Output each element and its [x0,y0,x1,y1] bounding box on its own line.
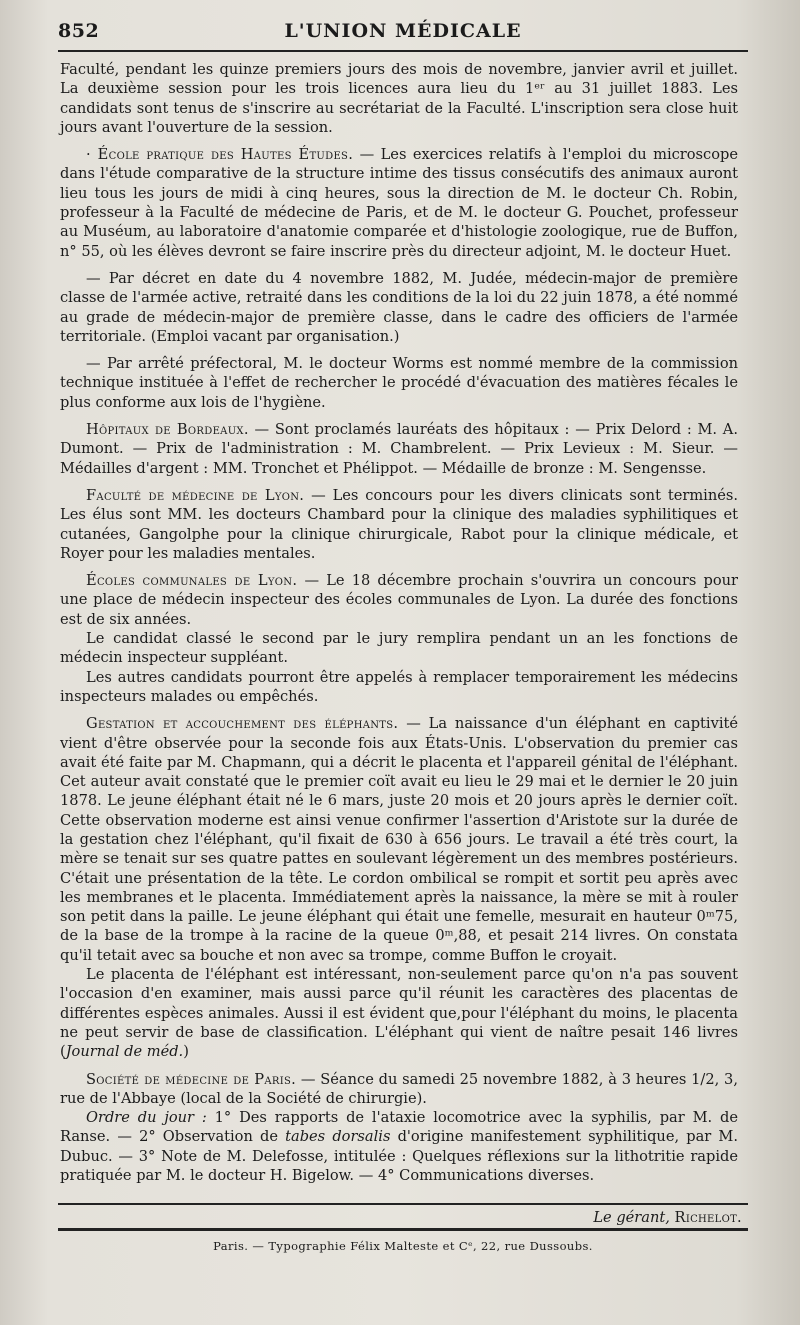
section-heading: Gestation et accouchement des éléphants. [86,715,399,733]
paragraph-decret-judee: — Par décret en date du 4 novembre 1882, M. Judée, médecin-major de première classe de l'armée active, retraité dans les conditions de la loi du 22 juin 1878, a été nommé au grade de médecin-major de première classe, dans le cadre des officiers de l'armée territoriale. (Emploi vacant par organisation.) [60,269,738,345]
signature-name: Richelot. [674,1209,742,1226]
journal-title: L'UNION MÉDICALE [284,20,522,42]
page-number: 852 [58,20,100,42]
header-rule [58,50,748,52]
footer-rule-bottom [58,1228,748,1231]
paragraph-ordre-du-jour: Ordre du jour : 1° Des rapports de l'ataxie locomotrice avec la syphilis, par M. de Ranse. — 2° Observation de tabes dorsalis d'origine manifestement syphilitique, par M. Dubuc. — 3° Note de M. Delefosse, intitulée : Quelques réflexions sur la lithotritie rapide pratiquée par M. le docteur H. Bigelow. — 4° Communications diverses. [60,1109,738,1185]
paragraph-gestation-elephants: Gestation et accouchement des éléphants. — La naissance d'un éléphant en captivité vient d'être observée pour la seconde fois aux États-Unis. L'observation du premier cas avait été faite par M. Chapmann, qui a décrit le placenta et l'appareil génital de l'éléphant. Cet auteur avait constaté que le premier coït avait eu lieu le 29 mai et le dernier le 20 juin 1878. Le jeune éléphant était né le 6 mars, juste 20 mois et 20 jours après le dernier coït. Cette observation moderne est ainsi venue confirmer l'assertion d'Aristote sur la durée de la gestation chez l'éléphant, qu'il fixait de 630 à 656 jours. Le travail a été très court, la mère se tenait sur ses quatre pattes en soulevant légèrement un des membres postérieurs. C'était une présentation de la tête. Le cordon ombilical se rompit et sortit peu après avec les membranes et le placenta. Immédiatement après la naissance, la mère se mit à rouler son petit dans la paille. Le jeune éléphant qui était une femelle, mesurait en hauteur 0ᵐ75, de la base de la trompe à la racine de la queue 0ᵐ,88, et pesait 214 livres. On constata qu'il tetait avec sa bouche et non avec sa trompe, comme Buffon le croyait. [60,715,738,964]
paragraph-arrete-worms: — Par arrêté préfectoral, M. le docteur Worms est nommé membre de la commission technique instituée à l'effet de rechercher le procédé d'évacuation des matières fécales le plus conforme aux lois de l'hygiène. [60,355,738,411]
paragraph-ecoles-lyon: Écoles communales de Lyon. — Le 18 décembre prochain s'ouvrira un concours pour une place de médecin inspecteur des écoles communales de Lyon. La durée des fonctions est de six années. [60,572,738,628]
paragraph-licence-sessions: Faculté, pendant les quinze premiers jours des mois de novembre, janvier avril et juillet. La deuxième session pour les trois licences aura lieu du 1ᵉʳ au 31 juillet 1883. Les candidats sont tenus de s'inscrire au secrétariat de la Faculté. L'inscription sera close huit jours avant l'ouverture de la session. [60,61,738,136]
section-heading: Société de médecine de Paris. [86,1070,297,1088]
paragraph-candidat-second: Le candidat classé le second par le jury remplira pendant un an les fonctions de médecin inspecteur suppléant. [60,630,738,667]
journal-citation: Journal de méd. [65,1043,184,1061]
printer-imprint: Paris. — Typographie Félix Malteste et Cᵉ, 22, rue Dussoubs. [213,1239,593,1253]
signature-prefix: Le gérant, [593,1209,670,1226]
section-heading: Hôpitaux de Bordeaux. [86,421,249,439]
ordre-du-jour-label: Ordre du jour : [86,1109,207,1127]
paragraph-autres-candidats: Les autres candidats pourront être appelés à remplacer temporairement les médecins inspecteurs malades ou empêchés. [60,668,738,705]
paragraph-societe-medecine: Société de médecine de Paris. — Séance du samedi 25 novembre 1882, à 3 heures 1/2, 3, rue de l'Abbaye (local de la Société de chirurgie). [60,1070,738,1107]
paragraph-ecole-pratique: · École pratique des Hautes Études. — Les exercices relatifs à l'emploi du microscope dans l'étude comparative de la structure intime des tissus consécutifs des animaux auront lieu tous les jours de midi à cinq heures, sous la direction de M. le docteur Ch. Robin, professeur à la Faculté de médecine de Paris, et de M. le docteur G. Pouchet, professeur au Muséum, au laboratoire d'anatomie comparée et d'histologie zoologique, rue de Buffon, n° 55, où les élèves devront se faire inscrire près du directeur adjoint, M. le docteur Huet. [60,146,738,260]
page-header [58,18,748,48]
paragraph-faculte-lyon: Faculté de médecine de Lyon. — Les concours pour les divers clinicats sont terminés. Les élus sont MM. les docteurs Chambard pour la clinique des maladies syphilitiques et cutanées, Gangolphe pour la clinique chirurgicale, Rabot pour la clinique médicale, et Royer pour les maladies mentales. [60,486,738,562]
article-body [60,60,738,1185]
footer-rule [58,1203,748,1205]
section-heading: · École pratique des Hautes Études. [86,146,354,164]
section-heading: Faculté de médecine de Lyon. [86,486,305,504]
section-heading: Écoles communales de Lyon. [86,572,298,590]
paragraph-hopitaux-bordeaux: Hôpitaux de Bordeaux. — Sont proclamés lauréats des hôpitaux : — Prix Delord : M. A. Dumont. — Prix de l'administration : M. Chambrelent. — Prix Levieux : M. Sieur. — Médailles d'argent : MM. Tronchet et Phélippot. — Médaille de bronze : M. Sengensse. [60,421,738,477]
signature [593,1209,742,1226]
tabes-dorsalis-term: tabes dorsalis [285,1128,391,1146]
paragraph-placenta-elephant: Le placenta de l'éléphant est intéressant, non-seulement parce qu'on n'a pas souvent l'occasion d'en examiner, mais aussi parce qu'il réunit les caractères des placentas de différentes espèces animales. Aussi il est évident que,pour l'éléphant du moins, le placenta ne peut servir de base de classification. L'éléphant qui vient de naître pesait 146 livres (Journal de méd.) [60,966,738,1061]
